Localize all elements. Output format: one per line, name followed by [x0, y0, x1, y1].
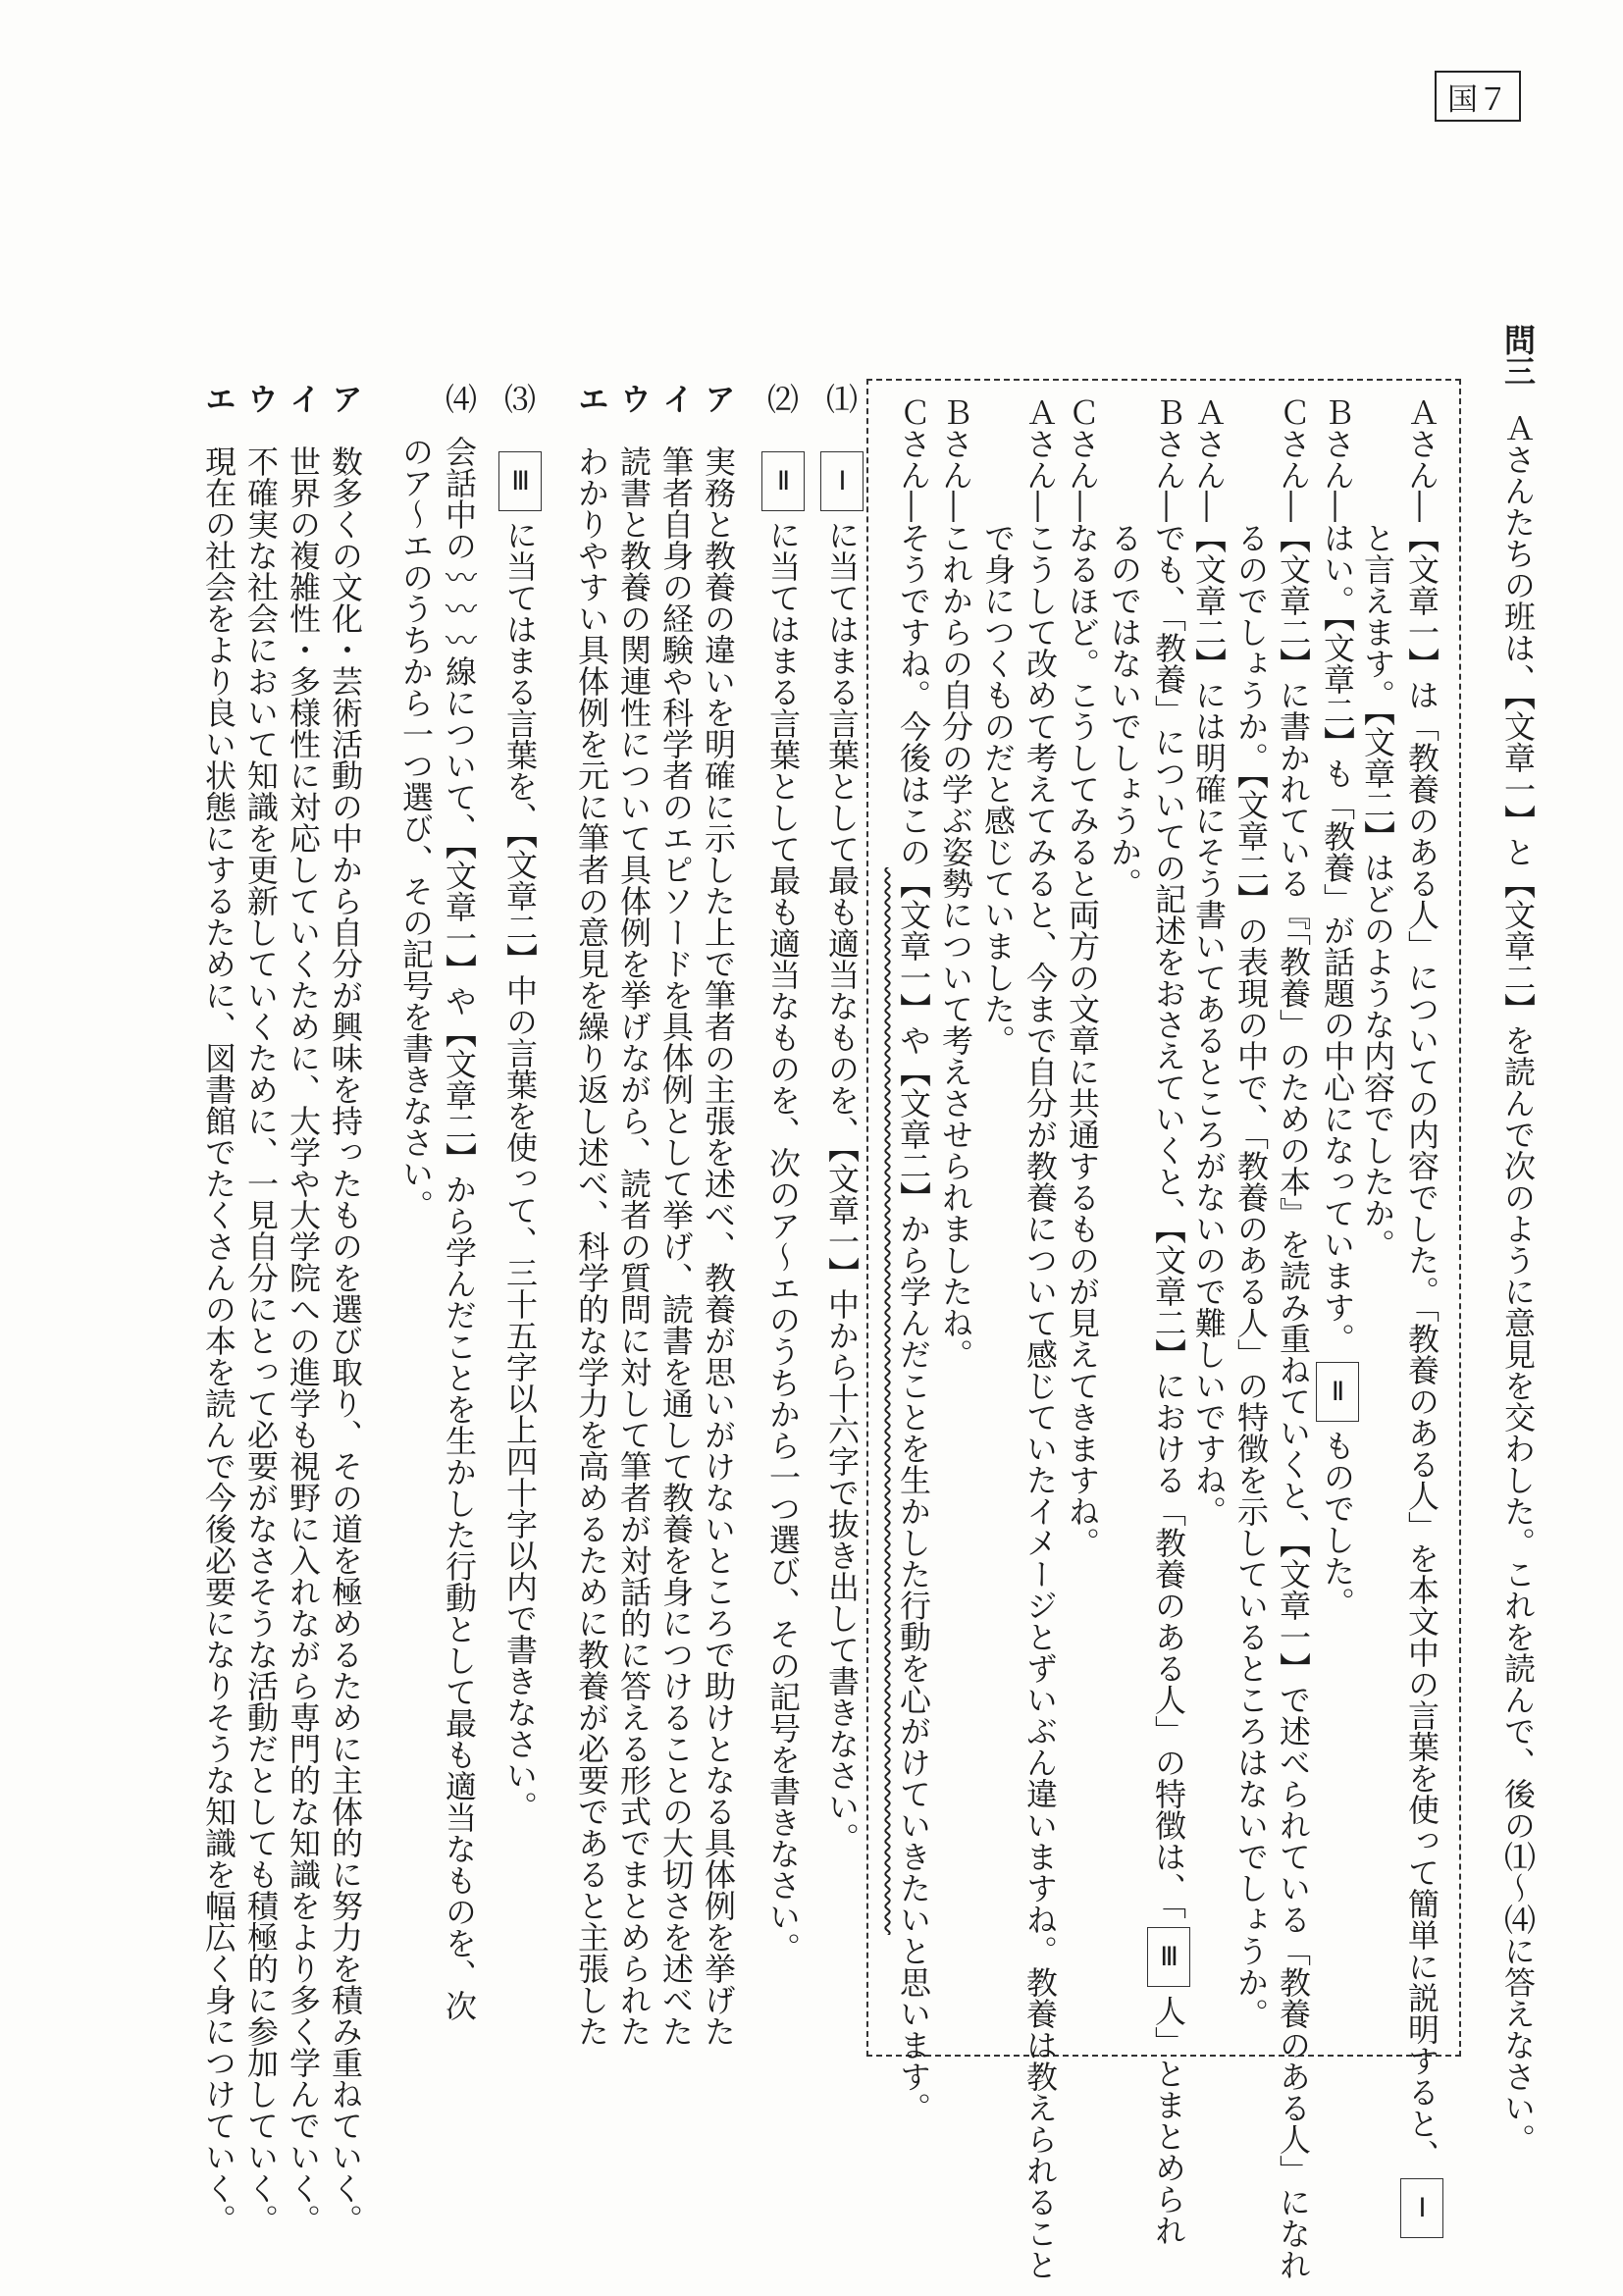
- dialogue-text: Ｂさん―はい。【文章二】も「教養」が話題の中心になっています。: [1319, 396, 1356, 1354]
- wavy-underlined-text: 【文章一】や【文章二】から学んだことを生かした行動を心がけていきたい: [895, 867, 932, 1935]
- question-label: 問三: [1499, 324, 1537, 387]
- q4-option-i[interactable]: [282, 383, 325, 2235]
- q3-blank-box: Ⅲ: [498, 451, 542, 511]
- q3: [497, 383, 540, 414]
- q2-option-e[interactable]: [570, 383, 613, 2047]
- dialogue-text: Ａさん―【文章一】は「教養のある人」についての内容でした。「教養のある人」を本文中の言葉を使って簡単に説明すると、: [1403, 396, 1440, 2170]
- q1-text: [818, 444, 865, 1853]
- q4-number: ⑷: [441, 383, 478, 414]
- q4: [438, 383, 481, 414]
- dialogue-text: 人」とまとめられ: [1150, 1995, 1187, 2246]
- q3-text: [497, 444, 544, 1822]
- dialogue-line: [1314, 396, 1361, 1618]
- option-text: 現在の社会をより良い状態にするために、図書館でたくさんの本を読んで今後必要になりそうな知識を幅広く身につけていく。: [200, 445, 237, 2235]
- dialogue-text: と思います。: [895, 1935, 932, 2123]
- option-text: 筆者自身の経験や科学者のエピソードを具体例として挙げ、読書を通して教養を身につけることの大切さを述べた: [657, 445, 695, 2047]
- dialogue-line: [1145, 396, 1192, 2246]
- dialogue-line: Ａさん―【文章二】には明確にそう書いてあるところがないので難しいですね。: [1190, 396, 1228, 1527]
- q3-instruction: に当てはまる言葉を、【文章二】中の言葉を使って、三十五字以上四十字以内で書きなさい。: [501, 519, 539, 1822]
- blank-box-i: Ⅰ: [1400, 2178, 1443, 2238]
- dialogue-text: ものでした。: [1319, 1430, 1356, 1618]
- q1-number: ⑴: [821, 383, 859, 414]
- option-text: 不確実な社会において知識を更新していくために、一見自分にとって必要がなさそうな活動だとしても積極的に参加していく。: [242, 445, 280, 2235]
- dialogue-text: Ｃさん―そうですね。今後はこの: [895, 396, 932, 867]
- option-letter: ウ: [615, 383, 653, 414]
- q2-text: [759, 444, 807, 1963]
- option-text: 実務と教養の違いを明確に示した上で筆者の主張を述べ、教養が思いがけないところで助けとなる具体例を挙げた: [700, 445, 737, 2047]
- dialogue-line: と言えます。【文章二】はどのような内容でしたか。: [1359, 522, 1396, 1260]
- q1: [818, 383, 862, 414]
- q4-option-a[interactable]: [324, 383, 367, 2235]
- q4-option-u[interactable]: [239, 383, 283, 2235]
- q2-option-i[interactable]: [654, 383, 698, 2047]
- dialogue-line: [892, 396, 935, 2123]
- blank-box-iii: Ⅲ: [1147, 1927, 1190, 1987]
- q4-instruction: 会話中の〰〰〰線について、【文章一】や【文章二】から学んだことを生かした行動として最も適当なものを、次のア〜エのうちから一つ選び、その記号を書きなさい。: [397, 436, 478, 2021]
- option-text: 数多くの文化・芸術活動の中から自分が興味を持ったものを選び取り、その道を極めるために主体的に努力を積み重ねていく。: [327, 445, 364, 2235]
- dialogue-text: Ｂさん―でも、「教養」についての記述をおさえていくと、【文章二】における「教養のある人」の特徴は、「: [1150, 396, 1187, 1919]
- dialogue-line: [1398, 396, 1445, 2246]
- option-letter: ウ: [242, 383, 280, 414]
- option-letter: ア: [700, 383, 737, 414]
- dialogue-line: Ｂさん―これからの自分の学ぶ姿勢について考えさせられましたね。: [937, 396, 974, 1370]
- dialogue-line: るのではないでしょうか。: [1106, 522, 1143, 899]
- option-letter: イ: [285, 383, 322, 414]
- q2-number: ⑵: [762, 383, 800, 414]
- question-header: [1496, 324, 1540, 387]
- q2-option-a[interactable]: [697, 383, 740, 2047]
- option-text: 読書と教養の関連性について具体例を挙げながら、読者の質問に対して筆者が対話的に答える形式でまとめられた: [615, 445, 653, 2047]
- q2-blank-box: Ⅱ: [761, 451, 805, 511]
- q2-option-u[interactable]: [612, 383, 655, 2047]
- q3-number: ⑶: [499, 383, 537, 414]
- q2-instruction: に当てはまる言葉として最も適当なものを、次のア〜エのうちから一つ選び、その記号を書きなさい。: [764, 519, 802, 1963]
- page-number: 国７: [1435, 71, 1521, 122]
- q1-instruction: に当てはまる言葉として最も適当なものを、【文章一】中から十六字で抜き出して書きなさい。: [823, 519, 861, 1853]
- q4-option-e[interactable]: [197, 383, 240, 2235]
- option-letter: ア: [327, 383, 364, 414]
- dialogue-line: Ｃさん―なるほど。こうしてみると両方の文章に共通するものが見えてきますね。: [1064, 396, 1101, 1558]
- dialogue-line: Ａさん―こうして改めて考えてみると、今まで自分が教養について感じていたイメージとずいぶん違いますね。教養は教えられること: [1021, 396, 1059, 2280]
- q1-blank-box: Ⅰ: [820, 451, 864, 511]
- option-text: 世界の複雑性・多様性に対応していくために、大学や大学院への進学も視野に入れながら専門的な知識をより多く学んでいく。: [285, 445, 322, 2235]
- dialogue-line: るのでしょうか。【文章二】の表現の中で、「教養のある人」の特徴を示しているところはないでしょうか。: [1232, 522, 1270, 2029]
- dialogue-line: Ｃさん―【文章二】に書かれている『「教養」のための本』を読み重ねていくと、【文章一】で述べられている「教養のある人」になれ: [1275, 396, 1312, 2280]
- q2: [759, 383, 803, 414]
- question-instruction: Ａさんたちの班は、【文章一】と【文章二】を読んで次のように意見を交わした。これを読んで、後の⑴〜⑷に答えなさい。: [1499, 412, 1537, 2155]
- option-letter: イ: [657, 383, 695, 414]
- dialogue-line: で身につくものだと感じていました。: [979, 522, 1017, 1056]
- blank-box-ii: Ⅱ: [1316, 1362, 1359, 1422]
- option-letter: エ: [573, 383, 610, 414]
- option-letter: エ: [200, 383, 237, 414]
- option-text: わかりやすい具体例を元に筆者の意見を繰り返し述べ、科学的な学力を高めるために教養が必要であると主張した: [573, 445, 610, 2047]
